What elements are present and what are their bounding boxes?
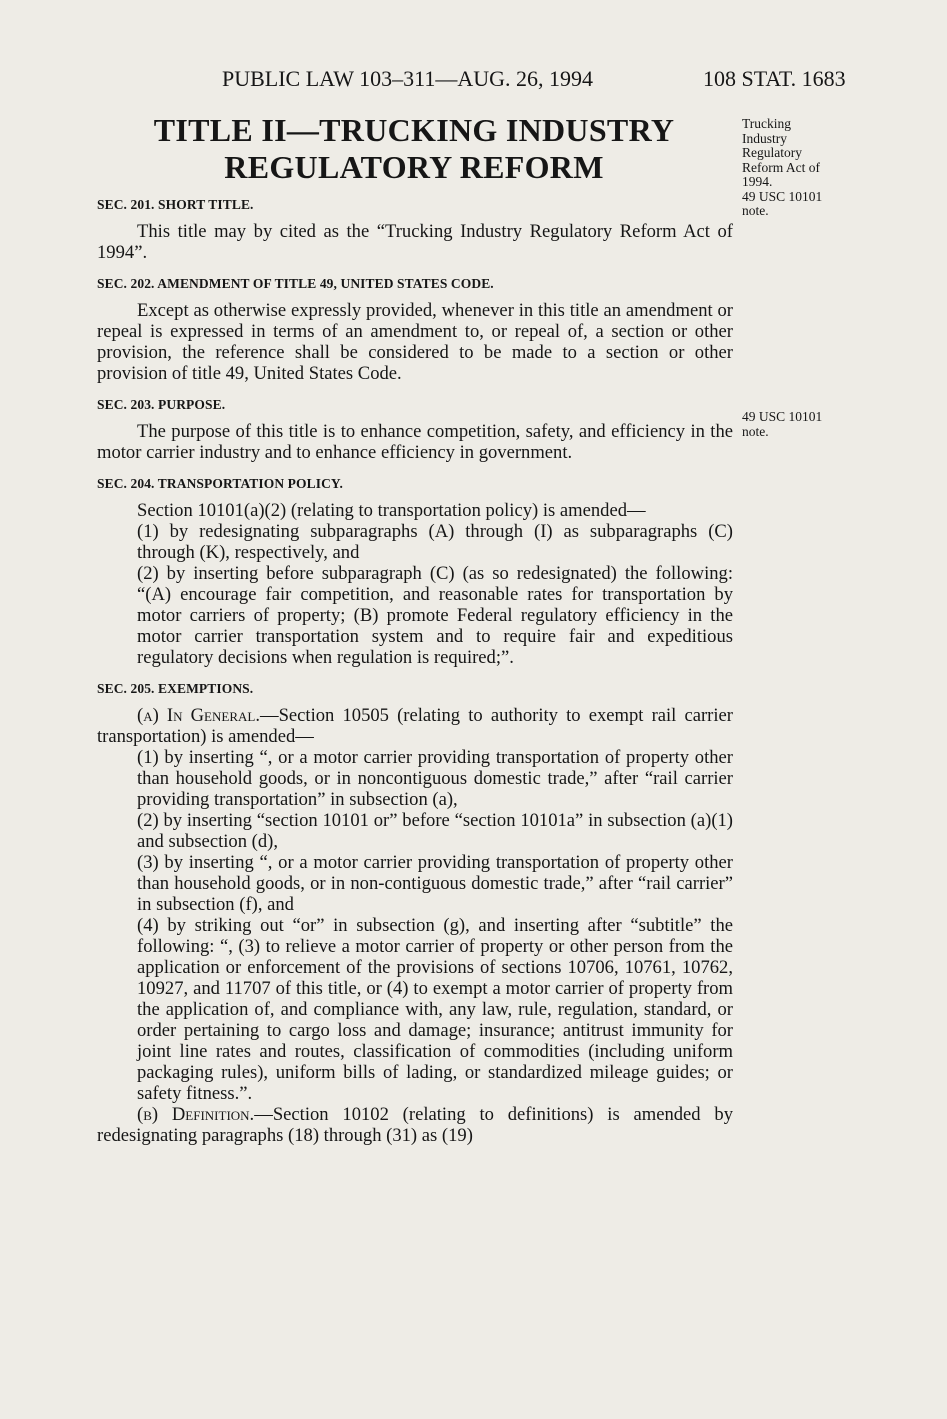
margin-note-line: note.: [742, 423, 769, 439]
stat-page-number: 108 STAT. 1683: [703, 66, 846, 91]
section-203: [97, 394, 733, 463]
title-heading: [96, 112, 732, 186]
section-heading: SEC. 203. PURPOSE.: [97, 397, 226, 412]
section-heading: SEC. 205. EXEMPTIONS.: [97, 681, 254, 696]
margin-note-purpose: [742, 410, 862, 439]
section-204: [97, 473, 733, 668]
title-line-2: REGULATORY REFORM: [224, 149, 604, 185]
margin-note-short-title: [742, 117, 862, 219]
subsection-b: [97, 1104, 733, 1146]
section-205: [97, 678, 733, 1146]
section-intro: Section 10101(a)(2) (relating to transportation policy) is amended—: [137, 500, 646, 521]
section-text: This title may by cited as the “Trucking Industry Regulatory Reform Act of 1994”.: [97, 221, 733, 263]
amendment-item: (4) by striking out “or” in subsection (g), and inserting after “subtitle” the following: “, (3) to relieve a motor carrier of property or other person from the application or enforcement of the provisions of sections 10706, 10761, 10762, 10927, and 11707 of this title, or (4) to exempt a motor carrier of property from the application of, and compliance with, any law, rule, regulation, standard, or order pertaining to cargo loss and damage; insurance; antitrust immunity for joint line rates and routes, classification of commodities (including uniform packaging rules), uniform bills of lading, or standardized mileage guides; or safety fitness.”.: [137, 915, 733, 1104]
amendment-item: (3) by inserting “, or a motor carrier providing transportation of property other than household goods, or in non-contiguous domestic trade,” after “rail carrier” in subsection (f), and: [137, 852, 733, 915]
section-202: [97, 273, 733, 384]
margin-note-line: 49 USC 10101: [742, 409, 823, 424]
subsection-a-label: (a) In General.: [137, 705, 260, 726]
margin-note-line: 49 USC 10101: [742, 188, 823, 204]
margin-note-line: 1994.: [742, 174, 773, 189]
public-law-header: PUBLIC LAW 103–311—AUG. 26, 1994: [222, 66, 594, 91]
subsection-b-label: (b) Definition.: [137, 1104, 255, 1125]
margin-note-line: Industry: [742, 130, 787, 146]
margin-note-line: note.: [742, 203, 769, 218]
document-body: [97, 194, 733, 1146]
amendment-item: (2) by inserting “section 10101 or” before “section 10101a” in subsection (a)(1) and subsection (d),: [137, 810, 733, 852]
margin-note-line: Reform Act of: [742, 159, 820, 175]
section-heading: SEC. 202. AMENDMENT OF TITLE 49, UNITED STATES CODE.: [97, 276, 494, 291]
subsection-a: [97, 705, 733, 747]
margin-note-line: Regulatory: [742, 145, 802, 160]
section-heading: SEC. 201. SHORT TITLE.: [97, 197, 254, 212]
amendment-item: (1) by inserting “, or a motor carrier providing transportation of property other than household goods, or in noncontiguous domestic trade,” after “rail carrier providing transportation” in subsection (a),: [137, 747, 733, 810]
section-text: The purpose of this title is to enhance competition, safety, and efficiency in the motor carrier industry and to enhance efficiency in government.: [97, 421, 733, 463]
subsection-b-text: —Section 10102 (relating to definitions) is amended by redesignating paragraphs (18) through (31) as (19): [97, 1104, 734, 1146]
running-head: [0, 66, 947, 96]
margin-note-line: Trucking: [742, 116, 792, 131]
section-201: [97, 194, 733, 263]
title-line-1: TITLE II—TRUCKING INDUSTRY: [153, 112, 675, 148]
amendment-item: (2) by inserting before subparagraph (C) (as so redesignated) the following: “(A) encourage fair competition, and reasonable rates for transportation by motor carriers of property; (B) promote Federal regulatory efficiency in the motor carrier transportation system and to require fair and expeditious regulatory decisions when regulation is required;”.: [137, 563, 733, 668]
amendment-item: (1) by redesignating subparagraphs (A) through (I) as subparagraphs (C) through (K), respectively, and: [137, 521, 733, 563]
section-text: Except as otherwise expressly provided, whenever in this title an amendment or repeal is expressed in terms of an amendment to, or repeal of, a section or other provision, the reference shall be considered to be made to a section or other provision of title 49, United States Code.: [97, 300, 733, 384]
subsection-a-text: —Section 10505 (relating to authority to exempt rail carrier transportation) is amended—: [97, 705, 733, 747]
section-heading: SEC. 204. TRANSPORTATION POLICY.: [97, 476, 344, 491]
